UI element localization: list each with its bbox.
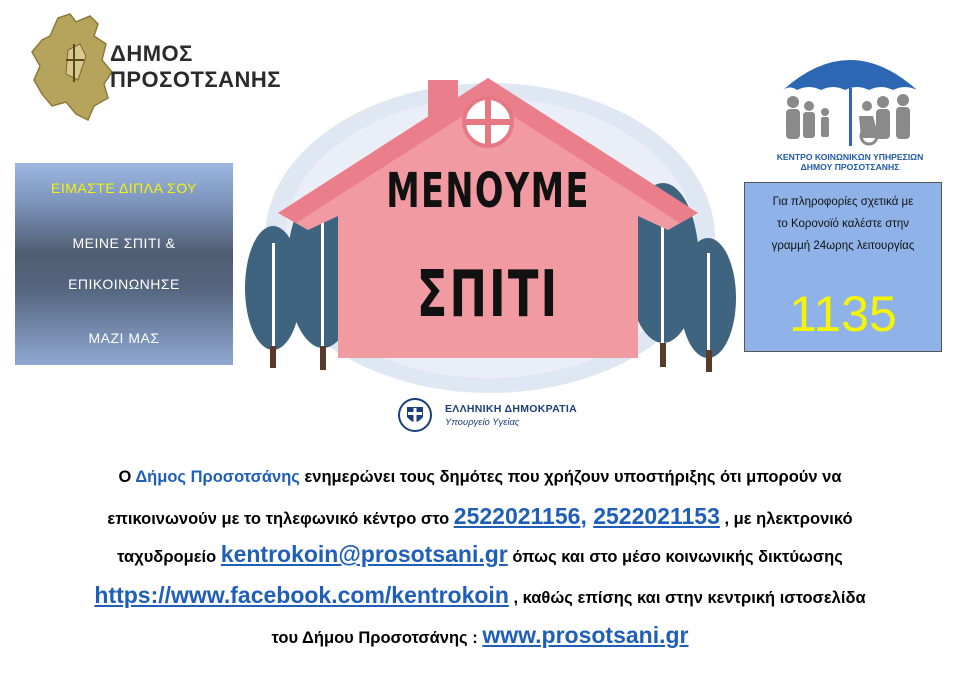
- stay-home-message-box: [15, 163, 233, 365]
- facebook-link[interactable]: https://www.facebook.com/kentrokoin: [94, 582, 509, 608]
- hotline-number: 1135: [789, 286, 897, 342]
- hotline-info-line1: Για πληροφορίες σχετικά με: [772, 196, 914, 208]
- house-illustration-icon: [228, 58, 748, 428]
- website-link[interactable]: www.prosotsani.gr: [482, 622, 689, 648]
- ministry-of-health-logo: [395, 397, 595, 433]
- house-title-line1: ΜΕΝΟΥΜΕ: [386, 163, 590, 219]
- email-link[interactable]: kentrokoin@prosotsani.gr: [220, 541, 508, 567]
- text-segment: Ο: [118, 468, 136, 486]
- text-segment: όπως και στο μέσο κοινωνικής δικτύωσης: [507, 548, 843, 566]
- message-line-1: ΕΙΜΑΣΤΕ ΔΙΠΛΑ ΣΟΥ: [51, 180, 197, 196]
- text-segment: , με ηλεκτρονικό: [719, 510, 853, 528]
- municipality-name-text: Δήμος Προσοτσάνης: [135, 468, 300, 486]
- coronavirus-hotline-box: [744, 182, 942, 352]
- text-segment: του Δήμου Προσοτσάνης :: [271, 629, 483, 647]
- phone-link-1[interactable]: 2522021156: [453, 503, 581, 529]
- municipality-name-line1: ΔΗΜΟΣ: [110, 41, 193, 66]
- paragraph-line-3: [0, 541, 960, 568]
- social-services-logo: [775, 40, 925, 180]
- paragraph-line-4: [0, 582, 960, 609]
- municipality-logo: [28, 10, 281, 125]
- text-segment: ταχυδρομείο: [117, 548, 221, 566]
- stay-home-illustration: [228, 58, 748, 428]
- greek-coat-of-arms-icon: [395, 397, 435, 433]
- text-segment: επικοινωνούν με το τηλεφωνικό κέντρο στο: [107, 510, 454, 528]
- hotline-info-line3: γραμμή 24ωρης λειτουργίας: [771, 240, 915, 252]
- message-line-3: ΕΠΙΚΟΙΝΩΝΗΣΕ: [68, 276, 180, 292]
- house-title-line2: ΣΠΙΤΙ: [416, 258, 560, 332]
- social-services-line2: ΔΗΜΟΥ ΠΡΟΣΟΤΣΑΝΗΣ: [800, 162, 900, 172]
- umbrella-family-icon: [775, 40, 925, 150]
- text-segment: ενημερώνει τους δημότες που χρήζουν υποστήριξης ότι μπορούν να: [299, 468, 842, 486]
- phone-separator: ,: [580, 503, 594, 529]
- message-line-2: ΜΕΙΝΕ ΣΠΙΤΙ &: [72, 235, 176, 251]
- phone-link-2[interactable]: 2522021153: [593, 503, 720, 529]
- paragraph-line-1: [0, 468, 960, 487]
- hotline-info-line2: το Κορονοϊό καλέστε στην: [776, 218, 909, 230]
- text-segment: , καθώς επίσης και στην κεντρική ιστοσελίδα: [508, 589, 866, 607]
- municipality-name-line2: ΠΡΟΣΟΤΣΑΝΗΣ: [110, 67, 281, 92]
- social-services-line1: ΚΕΝΤΡΟ ΚΟΙΝΩΝΙΚΩΝ ΥΠΗΡΕΣΙΩΝ: [776, 152, 924, 162]
- paragraph-line-5: [0, 622, 960, 649]
- municipality-map-icon: [28, 10, 118, 125]
- message-line-4: ΜΑΖΙ ΜΑΣ: [88, 330, 160, 346]
- gov-republic-text: ΕΛΛΗΝΙΚΗ ΔΗΜΟΚΡΑΤΙΑ: [445, 403, 577, 415]
- gov-ministry-text: Υπουργείο Υγείας: [445, 417, 520, 428]
- paragraph-line-2: [0, 503, 960, 530]
